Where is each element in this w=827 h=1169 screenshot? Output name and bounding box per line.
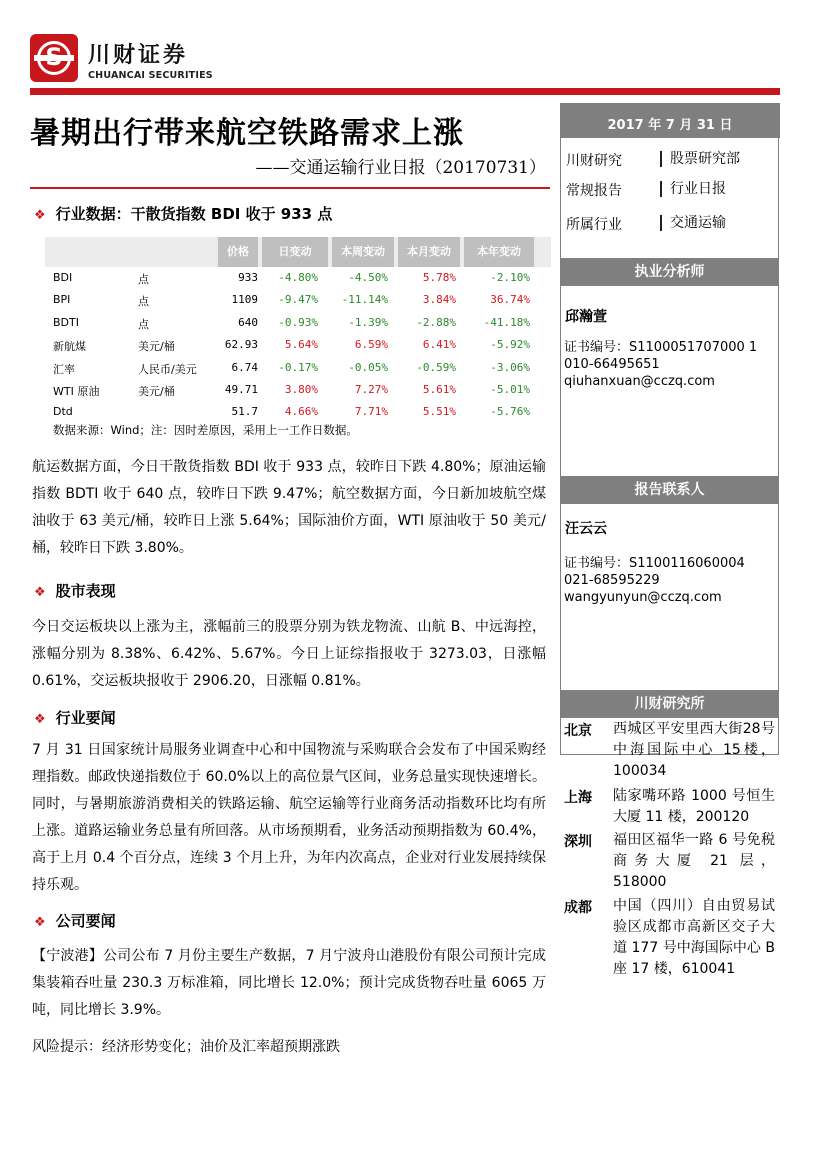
cell-year-change: 36.74%	[490, 293, 530, 307]
report-title: 暑期出行带来航空铁路需求上涨	[30, 116, 464, 151]
stock-market-paragraph: 今日交运板块以上涨为主，涨幅前三的股票分别为铁龙物流、山航 B、中远海控，涨幅分别为 8.38%、6.42%、5.67%。今日上证综指报收于 3273.03，日涨幅 0.61%，交运板块报收于 2906.20，日涨幅 0.81%。	[32, 619, 546, 689]
office-address-shenzhen: 福田区福华一路 6 号免税商务大厦 21 层，518000	[613, 832, 775, 890]
contact-name: 汪云云	[565, 521, 607, 537]
cell-name: BDTI	[53, 315, 79, 329]
office-address-beijing: 西城区平安里西大街28号中海国际中心 15楼，100034	[613, 721, 775, 779]
cell-year-change: -3.06%	[490, 360, 530, 374]
office-address-chengdu: 中国（四川）自由贸易试验区成都市高新区交子大道 177 号中海国际中心 B 座 17 楼，610041	[613, 898, 775, 977]
cell-year-change: -2.10%	[490, 271, 530, 284]
cell-price: 933	[238, 271, 258, 284]
cell-name: 新航煤	[53, 340, 86, 354]
cell-year-change: -41.18%	[483, 315, 530, 329]
industry-news-paragraph: 7 月 31 日国家统计局服务业调查中心和中国物流与采购联合会发布了中国采购经理指数。邮政快递指数位于 60.0%以上的高位景气区间，业务总量实现快速增长。同时，与暑期旅游消费相关的铁路运输、航空运输等行业商务活动指数环比均有所上涨。道路运输业务总量有所回落。从市场预期看，业务活动预期指数为 60.4%，高于上月 0.4 个百分点，连续 3 个月上升，为年内次高点，企业对行业发展持续保持乐观。	[32, 742, 546, 893]
cell-price: 51.7	[231, 405, 258, 419]
cell-day-change: 5.64%	[284, 338, 318, 352]
cell-week-change: -4.50%	[348, 271, 388, 284]
cell-price: 62.93	[224, 338, 258, 352]
diamond-bullet-icon: ❖	[34, 915, 46, 930]
risk-warning: 风险提示：经济形势变化；油价及汇率超预期涨跌	[32, 1039, 340, 1055]
table-header-year: 本年变动	[464, 237, 534, 267]
meta-label-type: 常规报告	[566, 183, 622, 199]
cell-month-change: -2.88%	[416, 315, 456, 329]
cell-week-change: 7.27%	[354, 383, 388, 396]
brand-name-en: CHUANCAI SECURITIES	[88, 70, 213, 81]
cell-unit: 人民币/美元	[138, 362, 197, 376]
brand-name-cn: 川财证券	[88, 43, 189, 68]
cell-month-change: 5.51%	[422, 405, 456, 419]
section-heading-company-news: ❖ 公司要闻	[34, 912, 116, 930]
table-source-note: 数据来源：Wind；注：因时差原因，采用上一工作日数据。	[53, 423, 358, 437]
industry-data-paragraph: 航运数据方面，今日干散货指数 BDI 收于 933 点，较昨日下跌 4.80%；原油运输指数 BDTI 收于 640 点，较昨日下跌 9.47%；航空数据方面，今日新加坡航空煤油收于 63 美元/桶，较昨日上涨 5.64%；国际油价方面，WTI 原油收于 50 美元/桶，较昨日下跌 3.80%。	[32, 459, 546, 556]
cell-name: BPI	[53, 293, 71, 307]
cell-day-change: -4.80%	[278, 271, 318, 284]
cell-month-change: -0.59%	[416, 360, 456, 374]
table-header-month: 本月变动	[398, 237, 460, 267]
office-address-shanghai: 陆家嘴环路 1000 号恒生大厦 11 楼，200120	[613, 788, 775, 825]
office-city-shenzhen: 深圳	[564, 834, 592, 850]
cell-unit: 点	[138, 295, 149, 309]
cell-price: 49.71	[224, 383, 258, 396]
diamond-bullet-icon: ❖	[34, 712, 46, 727]
meta-value-industry: 交通运输	[660, 215, 726, 231]
table-header-price: 价格	[218, 237, 258, 267]
cell-month-change: 5.78%	[422, 271, 456, 284]
section-heading-industry-news: ❖ 行业要闻	[34, 709, 116, 727]
logo-letter: S	[45, 43, 63, 71]
cell-month-change: 6.41%	[422, 338, 456, 352]
sidebar-frame	[560, 103, 779, 755]
section-heading-stock-market: ❖ 股市表现	[34, 582, 116, 600]
contact-cert: 证书编号：S1100116060004	[564, 556, 745, 571]
meta-value-research: 股票研究部	[660, 151, 740, 167]
cell-year-change: -5.01%	[490, 383, 530, 396]
cell-unit: 点	[138, 317, 149, 331]
analyst-phone: 010-66495651	[564, 357, 660, 372]
table-header-week: 本周变动	[332, 237, 394, 267]
header-rule	[30, 88, 780, 95]
report-subtitle: ——交通运输行业日报（20170731）	[255, 158, 546, 178]
cell-day-change: -0.93%	[278, 315, 318, 329]
institute-header: 川财研究所	[560, 690, 779, 718]
cell-week-change: -1.39%	[348, 315, 388, 329]
cell-month-change: 5.61%	[422, 383, 456, 396]
cell-day-change: -9.47%	[278, 293, 318, 307]
cell-day-change: -0.17%	[278, 360, 318, 374]
cell-day-change: 3.80%	[284, 383, 318, 396]
cell-year-change: -5.76%	[490, 405, 530, 419]
cell-name: Dtd	[53, 405, 73, 419]
cell-name: WTI 原油	[53, 385, 100, 398]
meta-label-research: 川财研究	[566, 153, 622, 169]
office-city-shanghai: 上海	[564, 790, 592, 806]
diamond-bullet-icon: ❖	[34, 585, 46, 600]
contact-header: 报告联系人	[560, 476, 779, 504]
office-city-beijing: 北京	[564, 723, 592, 739]
analyst-name: 邱瀚萱	[565, 309, 607, 325]
cell-price: 1109	[231, 293, 258, 307]
cell-week-change: -11.14%	[341, 293, 388, 307]
cell-unit: 美元/桶	[138, 385, 175, 398]
cell-price: 6.74	[231, 360, 258, 374]
contact-phone: 021-68595229	[564, 573, 660, 588]
cell-week-change: 6.59%	[354, 338, 388, 352]
cell-week-change: -0.05%	[348, 360, 388, 374]
cell-month-change: 3.84%	[422, 293, 456, 307]
cell-unit: 美元/桶	[138, 340, 175, 354]
contact-email[interactable]: wangyunyun@cczq.com	[564, 590, 722, 605]
report-date: 2017 年 7 月 31 日	[560, 103, 780, 138]
diamond-bullet-icon: ❖	[34, 208, 46, 223]
analyst-cert: 证书编号：S1100051707000 1	[564, 340, 758, 355]
cell-week-change: 7.71%	[354, 405, 388, 419]
office-city-chengdu: 成都	[564, 900, 592, 916]
cell-price: 640	[238, 315, 258, 329]
section-heading-industry-data: ❖ 行业数据：干散货指数 BDI 收于 933 点	[34, 205, 333, 223]
cell-day-change: 4.66%	[284, 405, 318, 419]
cell-year-change: -5.92%	[490, 338, 530, 352]
cell-unit: 点	[138, 273, 149, 286]
table-header-day: 日变动	[262, 237, 328, 267]
company-logo	[30, 34, 78, 82]
cell-name: BDI	[53, 271, 73, 284]
analyst-header: 执业分析师	[560, 258, 779, 286]
meta-value-type: 行业日报	[660, 181, 726, 197]
analyst-email[interactable]: qiuhanxuan@cczq.com	[564, 374, 715, 389]
meta-label-industry: 所属行业	[566, 217, 622, 233]
cell-name: 汇率	[53, 362, 75, 376]
title-divider	[30, 187, 550, 189]
company-news-paragraph: 【宁波港】公司公布 7 月份主要生产数据，7 月宁波舟山港股份有限公司预计完成集装箱吞吐量 230.3 万标准箱，同比增长 12.0%；预计完成货物吞吐量 6065 万吨，同比增长 3.9%。	[32, 948, 546, 1018]
